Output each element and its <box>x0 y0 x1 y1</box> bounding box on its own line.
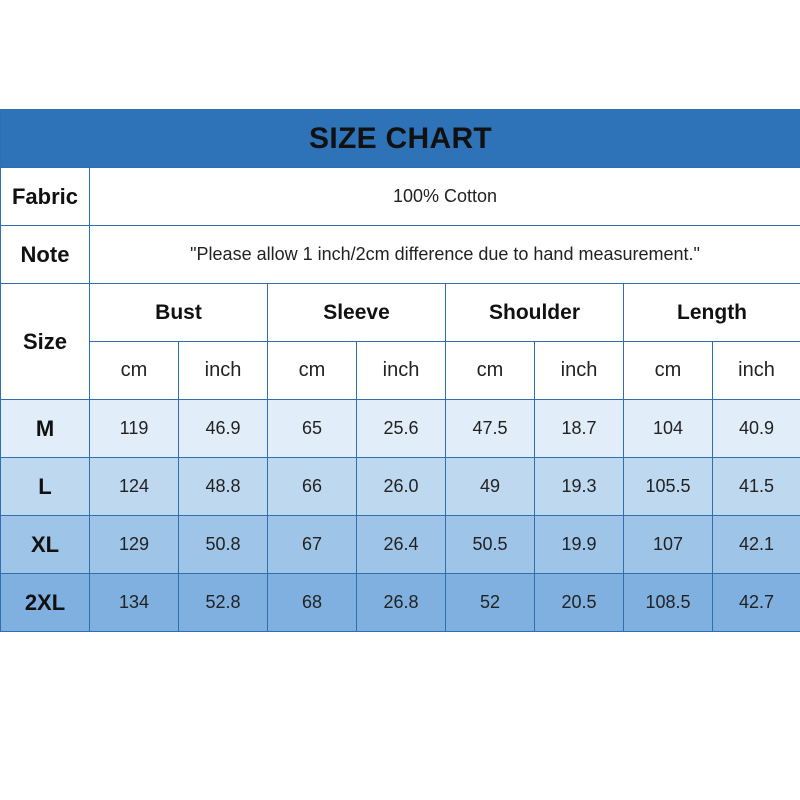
sleeve-cm-header: cm <box>268 342 357 400</box>
bust-cm-cell: 124 <box>90 458 179 516</box>
table-row <box>1 574 800 632</box>
length-inch-cell: 42.1 <box>713 516 800 574</box>
sleeve-inch-header: inch <box>357 342 446 400</box>
table-row <box>1 516 800 574</box>
bust-inch-cell: 48.8 <box>179 458 268 516</box>
size-column-header: Size <box>1 284 90 400</box>
shoulder-inch-cell: 19.9 <box>535 516 624 574</box>
length-cm-cell: 105.5 <box>624 458 713 516</box>
shoulder-cm-header: cm <box>446 342 535 400</box>
bust-cm-cell: 134 <box>90 574 179 632</box>
sleeve-cm-cell: 68 <box>268 574 357 632</box>
fabric-label: Fabric <box>1 168 90 226</box>
shoulder-inch-header: inch <box>535 342 624 400</box>
length-cm-cell: 104 <box>624 400 713 458</box>
sleeve-inch-cell: 25.6 <box>357 400 446 458</box>
bust-cm-cell: 119 <box>90 400 179 458</box>
length-cm-cell: 107 <box>624 516 713 574</box>
shoulder-cm-cell: 49 <box>446 458 535 516</box>
table-row <box>1 400 800 458</box>
length-inch-cell: 40.9 <box>713 400 800 458</box>
sleeve-inch-cell: 26.4 <box>357 516 446 574</box>
shoulder-inch-cell: 19.3 <box>535 458 624 516</box>
length-cm-header: cm <box>624 342 713 400</box>
shoulder-cm-cell: 52 <box>446 574 535 632</box>
note-label: Note <box>1 226 90 284</box>
size-chart-table <box>0 109 800 632</box>
shoulder-cm-cell: 47.5 <box>446 400 535 458</box>
shoulder-inch-cell: 18.7 <box>535 400 624 458</box>
shoulder-inch-cell: 20.5 <box>535 574 624 632</box>
measurement-header-row <box>1 284 800 342</box>
bust-cm-header: cm <box>90 342 179 400</box>
length-inch-header: inch <box>713 342 800 400</box>
size-label: M <box>1 400 90 458</box>
sleeve-cm-cell: 67 <box>268 516 357 574</box>
shoulder-cm-cell: 50.5 <box>446 516 535 574</box>
bust-cm-cell: 129 <box>90 516 179 574</box>
title-row <box>1 110 800 168</box>
bust-header: Bust <box>90 284 268 342</box>
bust-inch-cell: 52.8 <box>179 574 268 632</box>
bust-inch-cell: 50.8 <box>179 516 268 574</box>
sleeve-cm-cell: 66 <box>268 458 357 516</box>
size-label: L <box>1 458 90 516</box>
note-value: "Please allow 1 inch/2cm difference due to hand measurement." <box>90 226 800 284</box>
size-chart <box>0 109 800 632</box>
shoulder-header: Shoulder <box>446 284 624 342</box>
fabric-row <box>1 168 800 226</box>
note-row <box>1 226 800 284</box>
sleeve-inch-cell: 26.8 <box>357 574 446 632</box>
sleeve-inch-cell: 26.0 <box>357 458 446 516</box>
unit-header-row <box>1 342 800 400</box>
length-inch-cell: 41.5 <box>713 458 800 516</box>
table-row <box>1 458 800 516</box>
size-label: XL <box>1 516 90 574</box>
bust-inch-header: inch <box>179 342 268 400</box>
fabric-value: 100% Cotton <box>90 168 800 226</box>
sleeve-cm-cell: 65 <box>268 400 357 458</box>
bust-inch-cell: 46.9 <box>179 400 268 458</box>
length-inch-cell: 42.7 <box>713 574 800 632</box>
length-header: Length <box>624 284 800 342</box>
size-label: 2XL <box>1 574 90 632</box>
sleeve-header: Sleeve <box>268 284 446 342</box>
chart-title: SIZE CHART <box>1 110 800 168</box>
length-cm-cell: 108.5 <box>624 574 713 632</box>
